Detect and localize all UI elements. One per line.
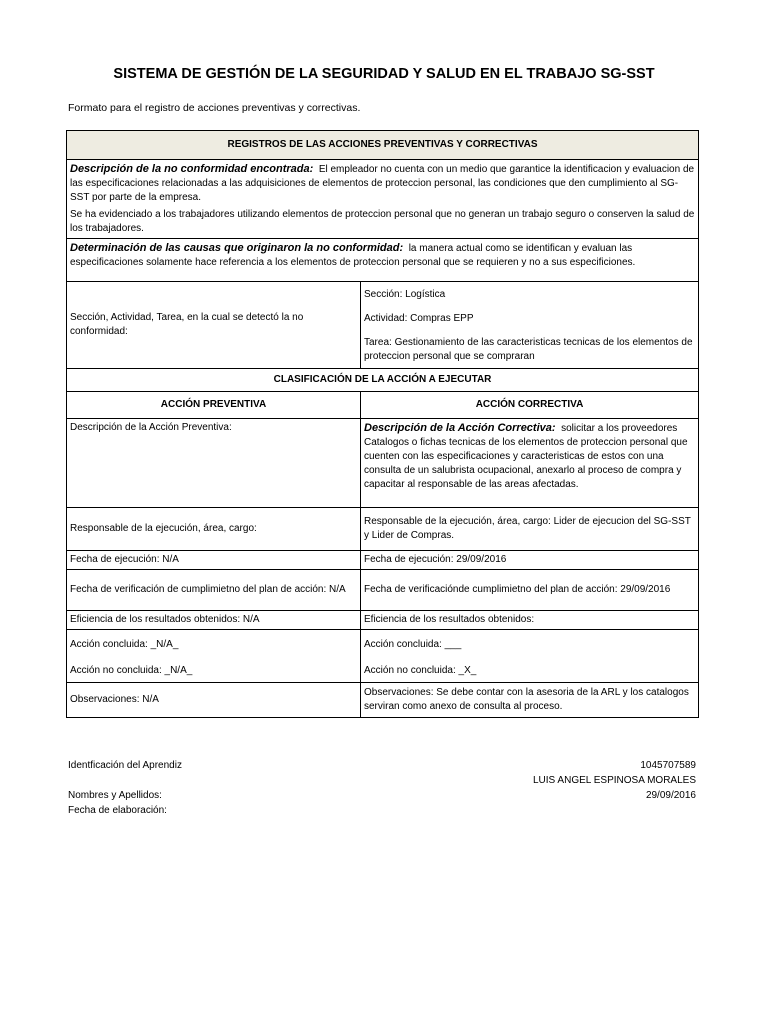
corrective-efficiency: Eficiencia de los resultados obtenidos:: [361, 611, 699, 630]
form-header: REGISTROS DE LAS ACCIONES PREVENTIVAS Y CORRECTIVAS: [67, 131, 699, 160]
preventive-status-cell: [67, 630, 361, 683]
corrective-status-cell: [361, 630, 699, 683]
preventive-responsible: Responsable de la ejecución, área, cargo:: [67, 508, 361, 551]
footer-labels: [68, 758, 182, 818]
nonconformity-text: El empleador no cuenta con un medio que garantice la identificacion y evaluacion de las especificaciones relacionadas a las adquisiciones de elementos de proteccion personal, las condiciones que den cumplimiento al SG-SST por parte de la empresa.: [70, 164, 695, 203]
corrective-not-concluded: Acción no concluida: _X_: [364, 665, 477, 676]
corrective-description-text: solicitar a los proveedores Catalogos o fichas tecnicas de los elementos de proteccion personal que cuenten con las especificaciones y caracteristicas de estos con una consulta de un salubrista ocupacional, anexarlo al proceso de compra y capacitar al responsable de las areas afectadas.: [364, 423, 688, 490]
corrective-exec-date: Fecha de ejecución: 29/09/2016: [361, 551, 699, 570]
preventive-description: Descripción de la Acción Preventiva:: [67, 419, 361, 508]
causes-label: Determinación de las causas que originaron la no conformidad:: [70, 242, 404, 254]
preventive-observations: Observaciones: N/A: [67, 683, 361, 718]
corrective-observations: Observaciones: Se debe contar con la asesoria de la ARL y los catalogos serviran como anexo de consulta al proceso.: [361, 683, 699, 718]
classification-header: CLASIFICACIÓN DE LA ACCIÓN A EJECUTAR: [67, 369, 699, 392]
preventive-concluded: Acción concluida: _N/A_: [70, 639, 179, 650]
causes-text: la manera actual como se identifican y evaluan las especificaciones solamente hace referencia a los elementos de proteccion personal que se requieren y no a sus especificiones.: [70, 243, 636, 268]
nonconformity-label: Descripción de la no conformidad encontrada:: [70, 163, 314, 175]
nonconformity-cell: [67, 160, 699, 239]
corrective-description-cell: [361, 419, 699, 508]
preventive-exec-date: Fecha de ejecución: N/A: [67, 551, 361, 570]
footer-values: [533, 758, 696, 803]
corrective-verification: Fecha de verificaciónde cumplimietno del plan de acción: 29/09/2016: [361, 570, 699, 611]
actions-form-table: [66, 130, 699, 718]
preventive-not-concluded: Acción no concluida: _N/A_: [70, 665, 193, 676]
preventive-efficiency: Eficiencia de los resultados obtenidos: N/A: [67, 611, 361, 630]
corrective-header: ACCIÓN CORRECTIVA: [361, 392, 699, 419]
preventive-verification: Fecha de verificación de cumplimietno del plan de acción: N/A: [67, 570, 361, 611]
footer-date-label: Fecha de elaboración:: [68, 805, 167, 816]
corrective-responsible: Responsable de la ejecución, área, cargo: Lider de ejecucion del SG-SST y Lider de Compras.: [361, 508, 699, 551]
footer-date-value: 29/09/2016: [645, 790, 696, 801]
corrective-description-label: Descripción de la Acción Correctiva:: [364, 422, 556, 434]
activity-value: Actividad: Compras EPP: [364, 313, 474, 324]
footer-id-label: Identficación del Aprendiz: [68, 760, 182, 771]
document-subtitle: Formato para el registro de acciones preventivas y correctivas.: [68, 102, 361, 114]
causes-cell: [67, 239, 699, 282]
corrective-concluded: Acción concluida: ___: [364, 639, 462, 650]
section-label: Sección, Actividad, Tarea, en la cual se detectó la no conformidad:: [67, 282, 361, 369]
preventive-header: ACCIÓN PREVENTIVA: [67, 392, 361, 419]
footer-name-label: Nombres y Apellidos:: [68, 790, 162, 801]
section-details: [361, 282, 699, 369]
footer-name-value: LUIS ANGEL ESPINOSA MORALES: [532, 775, 696, 786]
nonconformity-text-2: Se ha evidenciado a los trabajadores utilizando elementos de proteccion personal que no generan un trabajo seguro o conserven la salud de los trabajadores.: [70, 209, 695, 234]
document-title: SISTEMA DE GESTIÓN DE LA SEGURIDAD Y SALUD EN EL TRABAJO SG-SST: [113, 66, 655, 82]
section-value: Sección: Logística: [364, 289, 446, 300]
footer-id-value: 1045707589: [640, 760, 696, 771]
task-value: Tarea: Gestionamiento de las caracteristicas tecnicas de los elementos de proteccion personal que se compraran: [364, 337, 693, 362]
